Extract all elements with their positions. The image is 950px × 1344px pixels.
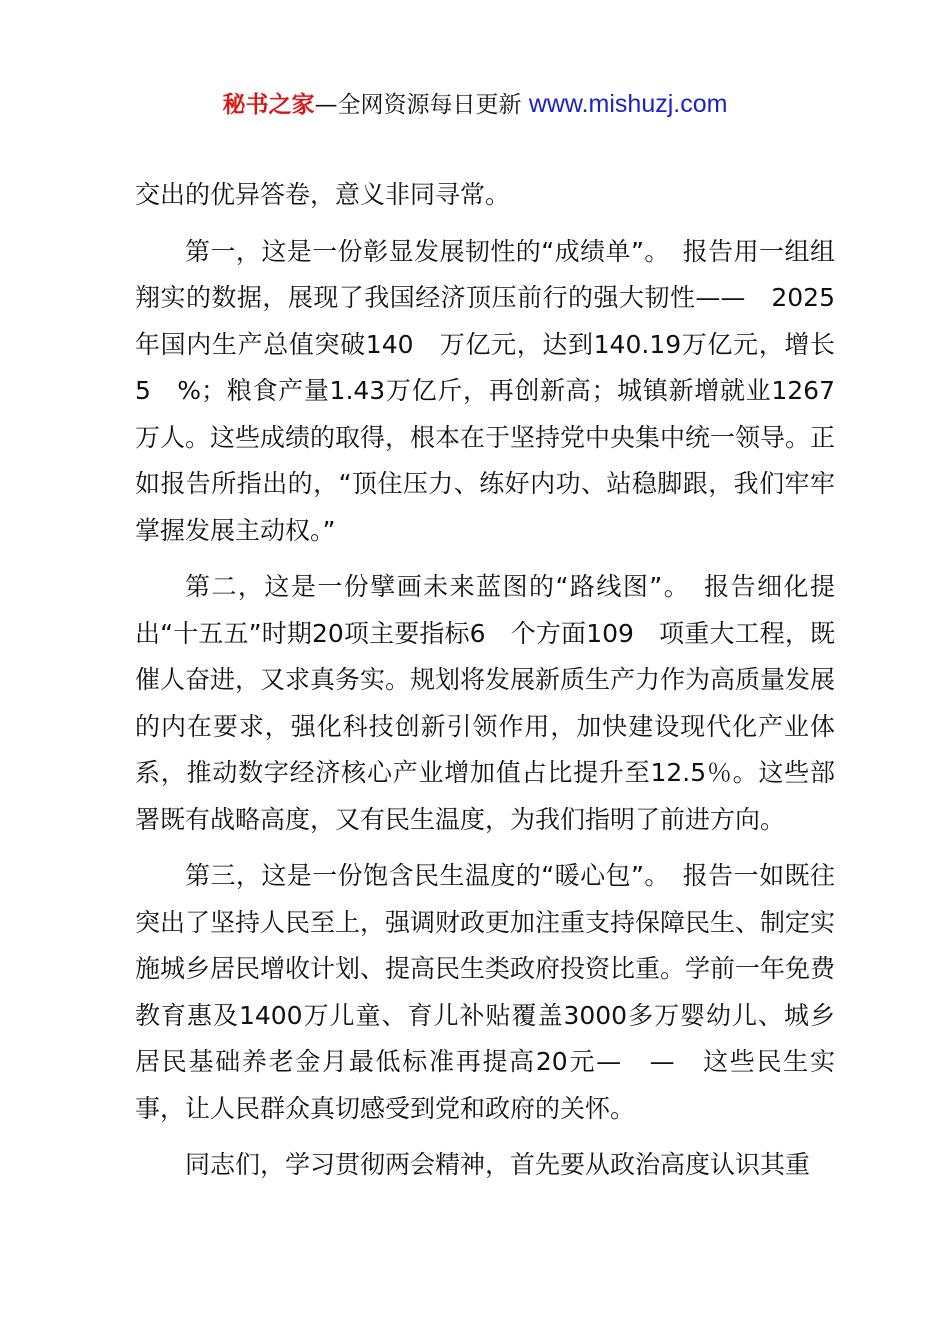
paragraph-third-point: 第三，这是一份饱含民生温度的“暖心包”。 报告一如既往突出了坚持人民至上，强调财政更加注重支持保障民生、制定实施城乡居民增收计划、提高民生类政府投资比重。学前一年免费教育惠及1400万儿童、育儿补贴覆盖3000多万婴幼儿、城乡居民基础养老金月最低标准再提高20元— — 这些民生实事，让人民群众真切感受到党和政府的关怀。 [135, 861, 836, 1123]
site-url-link[interactable]: www.mishuzj.com [528, 90, 728, 118]
paragraph-closing: 同志们，学习贯彻两会精神，首先要从政治高度认识其重 [185, 1150, 811, 1179]
paragraph-first-point: 第一，这是一份彰显发展韧性的“成绩单”。 报告用一组组翔实的数据，展现了我国经济顶压前行的强大韧性—— 2025年国内生产总值突破140 万亿元，达到140.19万亿元，增长5 %；粮食产量1.43万亿斤，再创新高；城镇新增就业1267万人。这些成绩的取得，根本在于坚持党中央集中统一领导。正如报告所指出的，“顶住压力、练好内功、站稳脚跟，我们牢牢掌握发展主动权。” [135, 236, 836, 545]
document-body [135, 172, 835, 1199]
site-tagline: —全网资源每日更新 [314, 92, 529, 118]
site-header [0, 88, 950, 121]
site-brand: 秘书之家 [222, 92, 315, 118]
paragraph-continuation: 交出的优异答卷，意义非同寻常。 [135, 180, 511, 209]
paragraph-second-point: 第二，这是一份擘画未来蓝图的“路线图”。 报告细化提出“十五五”时期20项主要指标6 个方面109 项重大工程，既催人奋进，又求真务实。规划将发展新质生产力作为高质量发展的内在要求，强化科技创新引领作用，加快建设现代化产业体系，推动数字经济核心产业增加值占比提升至12.5％。这些部署既有战略高度，又有民生温度，为我们指明了前进方向。 [135, 572, 836, 834]
